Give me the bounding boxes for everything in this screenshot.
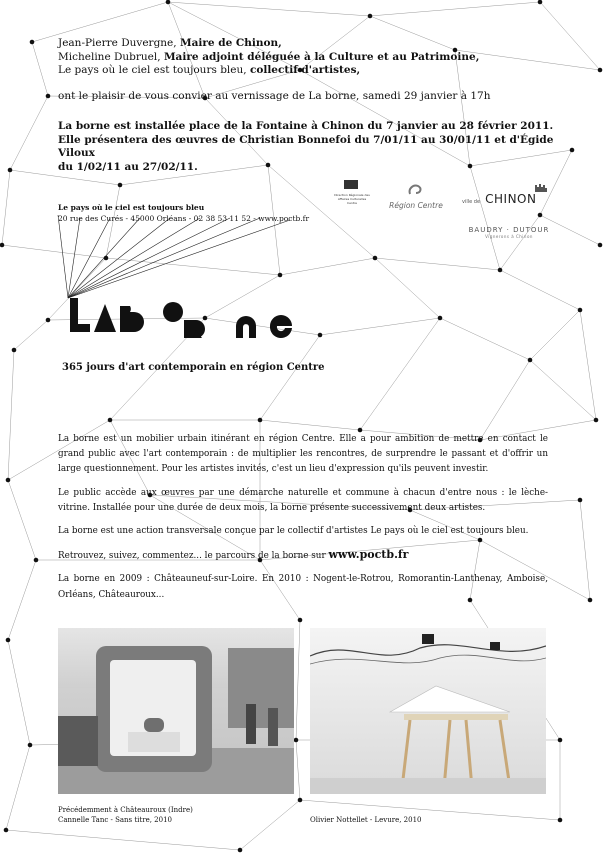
network-node [30,40,35,45]
network-line [480,360,530,440]
region-centre-swirl-icon [407,183,425,197]
host-role: Maire de Chinon, [179,37,282,49]
contact-address: 20 rue des Curés - 45000 Orléans - 02 38 53 11 52 - www.poctb.fr [58,214,310,223]
network-node [588,598,593,603]
chinon-prefix: ville de [462,199,481,205]
network-line [2,170,10,245]
announcement-line-1: La borne est installée place de la Fontaine à Chinon du 7 janvier au 28 février 2011. [58,120,554,132]
network-line [2,245,106,258]
network-line [8,560,36,640]
network-node [318,333,323,338]
paragraph-collective: La borne est une action transversale conçue par le collectif d'artistes Le pays où le ciel est toujours bleu. [58,526,529,537]
network-line [375,258,440,318]
network-node [6,478,11,483]
paragraph-website [58,547,548,564]
network-node [578,498,583,503]
network-line [580,310,596,420]
kiosk-artwork [144,718,164,732]
caption-left [58,805,193,825]
baudry-text: BAUDRY · DUTOUR [468,226,550,234]
network-line [260,420,360,430]
network-node [598,68,603,73]
invite-text: ont le plaisir de vous convier au vernissage de La borne, samedi 29 janvier à 17h [58,89,491,102]
logo-fan-line [58,215,68,298]
network-line [260,335,320,420]
network-line [530,360,596,420]
logo-fan-line [68,218,200,298]
network-node [12,348,17,353]
network-node [46,94,51,99]
network-node [594,418,599,423]
network-line [280,258,375,275]
network-line [8,480,36,560]
network-line [370,2,540,16]
borne-kiosk [96,646,212,772]
castle-icon [534,182,548,192]
paragraph-history: La borne en 2009 : Châteauneuf-sur-Loire. En 2010 : Nogent-le-Rotrou, Romorantin-Lanthenay, Amboise, Orléans, Châteauroux... [58,574,548,600]
logo-fan-line [68,218,170,298]
website-link[interactable]: www.poctb.fr [328,548,409,562]
network-line [296,740,300,800]
network-node [108,418,113,423]
network-node [258,418,263,423]
announcement [58,120,578,174]
network-line [530,310,580,360]
host-name: Jean-Pierre Duvergne, [58,37,180,49]
network-line [500,215,540,270]
network-line [32,42,48,96]
kiosk-window [110,660,196,756]
caption-left-line-1: Précédemment à Châteauroux (Indre) [58,806,193,814]
network-line [8,640,30,745]
network-line [6,830,240,850]
drac-logo [334,180,370,220]
kiosk-pedestal [128,732,180,752]
logo-subtitle: 365 jours d'art contemporain en région Centre [62,362,325,373]
network-node [278,273,283,278]
host-role: Maire adjoint déléguée à la Culture et au Patrimoine, [163,50,480,63]
baudry-dutour-logo [464,226,554,239]
network-node [28,743,33,748]
announcement-line-2: Elle présentera des œuvres de Christian Bonnefoi du 7/01/11 au 30/01/11 et d'Égide Viloux [58,133,554,159]
network-line [240,800,300,850]
network-node [368,14,373,19]
host-line-3 [58,64,578,78]
network-node [578,308,583,313]
network-node [528,358,533,363]
network-line [440,318,530,360]
contact-block [58,202,309,224]
baudry-subtext: Vignerons à Chinon [485,234,533,239]
announcement-line-3: du 1/02/11 au 27/02/11. [58,160,198,173]
network-node [558,818,563,823]
la-borne-logo [68,296,308,342]
network-node [558,738,563,743]
caption-left-line-2: Cannelle Tanc - Sans titre, 2010 [58,816,172,824]
network-node [238,848,243,853]
network-node [0,243,4,248]
network-line [32,2,168,42]
network-node [298,618,303,623]
network-line [320,318,440,335]
photo-pedestrian [246,704,256,744]
network-node [498,268,503,273]
paragraph-intro: La borne est un mobilier urbain itinérant en région Centre. Elle a pour ambition de mettre en contact le grand public avec l'art contemporain : de multiplier les rencontres, de surprendre le passant et d'offrir un large questionnement. Pour les artistes invités, c'est un lieu d'expression qu'ils peuvent investir. [58,434,548,475]
host-name: Micheline Dubruel, [58,50,164,63]
host-name: Le pays où le ciel est toujours bleu, [58,64,250,76]
logo-fan-line [68,218,260,298]
network-line [470,166,500,270]
website-prefix: Retrouvez, suivez, commentez... le parcours de la borne sur [58,551,329,562]
host-line-2 [58,51,578,65]
network-node [294,738,299,743]
network-node [8,168,13,173]
marianne-icon [344,180,358,189]
network-node [373,256,378,261]
photo-chateauroux [58,628,294,794]
contact-name: Le pays où le ciel est toujours bleu [58,203,205,212]
caption-right: Olivier Nottellet - Levure, 2010 [310,816,422,824]
network-node [598,243,603,248]
levure-installation [310,628,546,794]
network-node [46,318,51,323]
network-line [360,318,440,430]
network-line [168,2,370,16]
invitation-block [58,37,578,103]
network-line [8,350,14,480]
photo-building [228,648,294,728]
chinon-logo [462,188,552,207]
logo-fan-line [68,218,230,298]
network-line [580,500,590,600]
network-line [375,258,500,270]
network-node [34,558,39,563]
network-line [296,620,300,740]
host-line-1 [58,37,578,51]
photo-pedestrian [268,708,278,746]
network-node [4,828,9,833]
network-node [438,316,443,321]
network-node [166,0,171,4]
paragraph-public: Le public accède aux œuvres par une démarche naturelle et commune à chacun d'entre nous : le lèche-vitrine. Installée pour une durée de deux mois, la borne présente successivement deux artistes. [58,487,548,513]
region-centre-text: Région Centre [389,201,443,210]
network-line [10,96,48,170]
network-line [500,270,580,310]
photo-planter [58,716,98,766]
network-line [14,320,48,350]
network-node [104,256,109,261]
network-node [298,798,303,803]
photo-levure [310,628,546,794]
network-node [118,183,123,188]
body-text [58,432,548,603]
region-centre-logo [386,182,446,210]
drac-text: Direction Régionale des Affaires Culturelles Centre [334,193,370,205]
network-node [538,213,543,218]
network-node [6,638,11,643]
chinon-text: CHINON [485,192,537,206]
host-role: collectif d'artistes, [249,64,361,76]
network-line [6,745,30,830]
logo-fan-line [68,220,290,298]
